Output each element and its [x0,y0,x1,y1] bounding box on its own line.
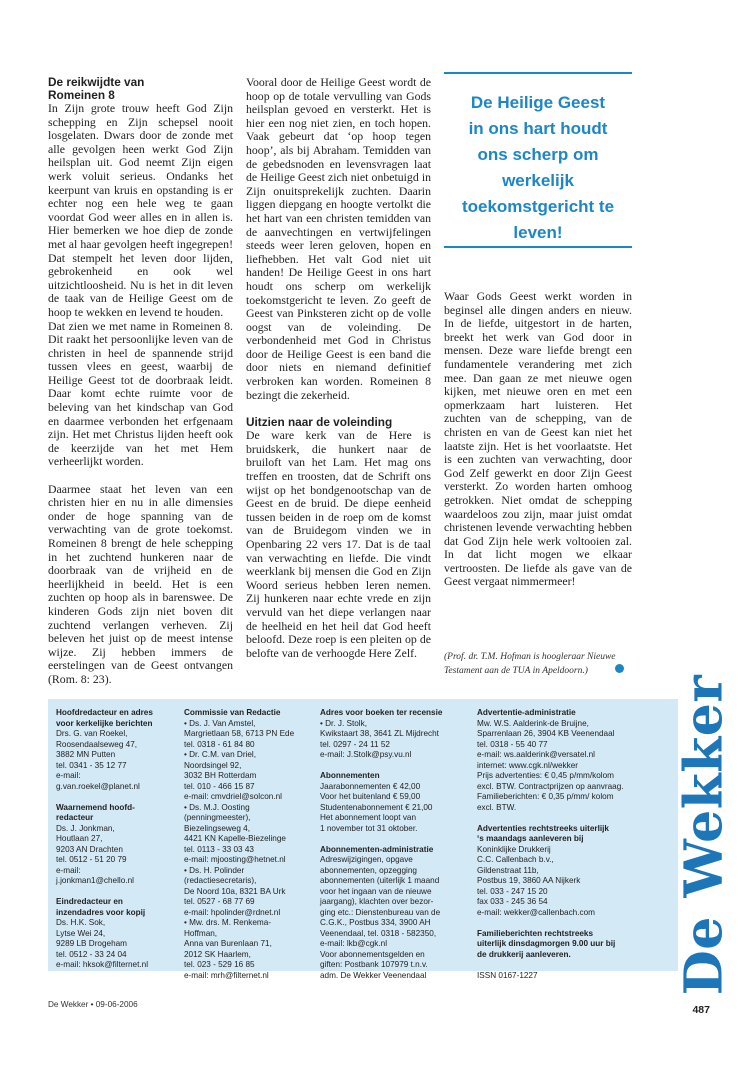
colophon-line: tel. 0297 - 24 11 52 [320,739,390,749]
colophon-line: Abonnementen [320,771,380,780]
colophon-line: Studentenabonnement € 21,00 [320,802,433,812]
colophon-line: abonnementen, opzegging [320,865,417,875]
colophon-line: e-mail: wekker@callenbach.com [477,907,595,917]
article-column-1 [48,76,233,687]
colophon-line: Ds. J. Jonkman, [56,823,115,833]
colophon-line: • Dr. J. Stolk, [320,718,367,728]
colophon-line: Hoofdredacteur en adres [56,708,153,717]
colophon-line: (penningmeester), [184,813,251,822]
colophon-line: Kwikstaart 38, 3641 ZL Mijdrecht [320,729,439,738]
colophon-column-subscriptions [320,708,478,981]
colophon-line: Voor abonnementsgelden en [320,949,425,959]
colophon-column-advertising [477,708,647,981]
colophon-line: tel. 0318 - 55 40 77 [477,739,548,749]
colophon-line: Het abonnement loopt van [320,813,417,822]
colophon-line: Koninklijke Drukkerij [477,844,551,854]
colophon-line: Adreswijzigingen, opgave [320,855,413,864]
colophon-line: C.G.K., Postbus 334, 3900 AH [320,918,431,927]
colophon-line: Commissie van Redactie [184,708,281,717]
colophon-line: tel. 0512 - 51 20 79 [56,855,127,864]
colophon-line: Anna van Burenlaan 71, [184,939,272,948]
colophon-line: Lytse Wei 24, [56,928,106,938]
colophon-line: adm. De Wekker Veenendaal [320,970,427,980]
colophon-line: e-mail: mjoosting@hetnet.nl [184,855,286,864]
colophon-line: e-mail: J.Stolk@psy.vu.nl [320,750,412,759]
colophon-column-committee [184,708,314,981]
colophon-line: tel. 0113 - 33 03 43 [184,844,254,854]
colophon-line: ‘s maandags aanleveren bij [477,834,584,843]
colophon-line: Noordsingel 92, [184,760,242,770]
colophon-line: 9289 LB Drogeham [56,939,128,948]
colophon-line: redacteur [56,813,94,822]
colophon-line: j.jonkman1@chello.nl [56,876,134,885]
colophon-line: voor het ingaan van de nieuwe [320,886,432,896]
colophon-line: • Ds. H. Polinder [184,865,245,875]
colophon-line: Sparrenlaan 26, 3904 KB Veenendaal [477,729,615,738]
paragraph: Daarmee staat het leven van een christen hier en nu in alle dimensies onder de hoge spanning van de verwachting van de grote toekomst. Romeinen 8 brengt de hele schepping in het zuchtend hunkeren naar de doorbraak van de vrijheid en de heerlijkheid in beeld. Het is een zuchten op hoop als in barensweе. De kinderen Gods zijn niet boven dit zuchtend verlangen verheven. Zij beleven het juist op de meest intense wijze. Zij hebben immers de eerstelingen van de Geest ontvangen (Rom. 8: 23). [48,481,233,686]
colophon-line: ISSN 0167-1227 [477,970,538,980]
colophon-line: tel. 0318 - 61 84 80 [184,739,255,749]
colophon-line: tel. 023 - 529 16 85 [184,960,255,969]
colophon-line: • Dr. C.M. van Driel, [184,750,257,759]
colophon-line: Waarnemend hoofd- [56,802,135,812]
author-credit: (Prof. dr. T.M. Hofman is hoogleraar Nieuwe Testament aan de TUA in Apeldoorn.) [444,652,616,676]
colophon-line: Gildenstraat 11b, [477,865,539,875]
colophon-line: jaargang), klachten over bezor- [320,897,434,906]
colophon-line: Eindredacteur en [56,897,123,906]
colophon-line: uiterlijk dinsdagmorgen 9.00 uur bij [477,939,616,948]
colophon-line: Familieberichten: € 0,35 p/mm/ kolom [477,792,614,801]
colophon-line: 3882 MN Putten [56,750,116,759]
colophon-line: e-mail: cmvdriel@solcon.nl [184,792,282,801]
colophon-line: tel. 010 - 466 15 87 [184,781,255,791]
colophon-line: ging etc.: Dienstenbureau van de [320,907,441,917]
colophon-line: e-mail: hksok@filternet.nl [56,960,149,969]
colophon-line: Prijs advertenties: € 0,45 p/mm/kolom [477,771,614,780]
colophon-line: abonnementen (uiterlijk 1 maand [320,876,440,885]
colophon-line: Ds. H.K. Sok, [56,918,106,927]
colophon-line: e-mail: lkb@cgk.nl [320,939,388,948]
colophon-line: • Ds. M.J. Oosting [184,802,250,812]
colophon-line: Abonnementen-administratie [320,844,434,854]
colophon-line: de drukkerij aanleveren. [477,949,571,959]
article-column-3 [444,290,632,589]
paragraph: Dat zien we met name in Romeinen 8. Dit raakt het persoonlijke leven van de christen in heel de spannende strijd tussen vlees en geest, waarbij de Heilige Geest tot de doorbraak leidt. Daar komt echte ruimte voor de beleving van het kindschap van God en daarmee verbonden het erfgenaam zijn. Het met Christus lijden heeft ook de keerzijde van het met Hem verheerlijkt worden. [48,318,233,469]
article-column-2 [246,76,431,660]
colophon-line: tel. 0527 - 68 77 69 [184,897,255,906]
colophon-line: Adres voor boeken ter recensie [320,708,443,717]
colophon-column-editors [56,708,184,971]
colophon-line: e-mail: mrh@filternet.nl [184,970,269,980]
colophon-line: tel. 0512 - 33 24 04 [56,949,127,959]
colophon-line: Biezelingseweg 4, [184,823,250,833]
colophon-line: 4421 KN Kapelle-Biezelinge [184,834,286,843]
colophon-line: 1 november tot 31 oktober. [320,823,418,833]
colophon-line: Roosendaalseweg 47, [56,739,138,749]
colophon-line: e-mail: [56,865,81,875]
colophon-line: e-mail: [56,771,81,780]
colophon-line: internet: www.cgk.nl/wekker [477,760,579,770]
colophon-line: 2012 SK Haarlem, [184,949,251,959]
colophon-line: Drs. G. van Roekel, [56,729,128,738]
colophon-line: tel. 033 - 247 15 20 [477,886,548,896]
colophon-line: Veenendaal, tel. 0318 - 582350, [320,928,437,938]
colophon-line: Margrietlaan 58, 6713 PN Ede [184,729,295,738]
colophon-line: inzendadres voor kopij [56,907,146,917]
colophon-line: excl. BTW. Contractprijzen op aanvraag. [477,781,624,791]
colophon-line: 9203 AN Drachten [56,844,123,854]
colophon-line: g.van.roekel@planet.nl [56,781,140,791]
colophon-line: Hoffman, [184,928,218,938]
footer-date: De Wekker • 09-06-2006 [48,1000,138,1009]
colophon-line: • Ds. J. Van Amstel, [184,718,256,728]
colophon-line: Advertenties rechtstreeks uiterlijk [477,823,609,833]
colophon-line: C.C. Callenbach b.v., [477,855,554,864]
section-heading: De reikwijdte van Romeinen 8 [48,75,145,102]
pull-quote: De Heilige Geest in ons hart houdt ons scherp om werkelijk toekomstgericht te leven! [444,72,632,248]
end-mark-icon [615,664,624,673]
colophon-line: Familieberichten rechtstreeks [477,928,594,938]
paragraph: In Zijn grote trouw heeft God Zijn schepping en Zijn schepsel nooit losgelaten. Dwars door de zonde met alle gevolgen heen werkt God Zijn heilsplan uit. God neemt Zijn eigen werk voluit serieus. Ondanks het keerpunt van kruis en opstanding is er echter nog een hele weg te gaan voordat God weer alles en in allen is. Hier bemerken we hoe diep de zonde met al haar gevolgen heeft ingegrepen! Dat stempelt het leven door lijden, gebrokenheid en ook wel uitzichtloosheid. Nu is het in dit leven de taak van de Heilige Geest om de hoop te wekken en levend te houden. [48,101,233,319]
colophon-line: e-mail: hpolinder@rdnet.nl [184,907,281,917]
colophon-line: giften: Postbank 107979 t.n.v. [320,960,428,969]
colophon-line: voor kerkelijke berichten [56,718,153,728]
colophon-line: De Noord 10a, 8321 BA Urk [184,886,286,896]
paragraph: De ware kerk van de Here is bruidskerk, die hunkert naar de bruiloft van het Lam. Het mag ons treffen en troosten, dat de Schrift ons wijst op het bondgenootschap van de Geest en de bruid. De diepe eenheid tussen beiden in de roep om de komst van de Bruidegom vinden we in Openbaring 22 vers 17. Dat is de taal van verwachting en liefde. Die vindt weerklank bij mensen die God en Zijn Woord serieus hebben leren nemen. Zij hunkeren naar echte vrede en zijn vervuld van het diepe verlangen naar de heelheid en het heil dat God heeft beloofd. Deze roep is een pleiten op de belofte van de verhoogde Here Zelf. [246,428,431,660]
page-number: 487 [692,1004,710,1016]
colophon-line: e-mail: ws.aalderink@versatel.nl [477,750,595,759]
colophon-line: excl. BTW. [477,802,517,812]
section-heading: Uitzien naar de voleinding [246,415,393,430]
paragraph: Vooral door de Heilige Geest wordt de hoop op de totale vervulling van Gods heilsplan gevoed en versterkt. Het is hier een nog niet zien, en toch hopen. Vaak gebeurt dat ‘op hoop tegen hoop’, als bij Abraham. Temidden van de gebedsnoden en levensvragen laat de Heilige Geest zich niet onbetuigd in Zijn onuitsprekelijk zuchten. Daarin liggen diepgang en hoogte vertolkt die het hart van een christen temidden van de aanvechtingen en vertwijfelingen steeds weer leren geloven, hopen en liefhebben. Het valt God niet uit handen! De Heilige Geest in ons hart houdt ons scherp om werkelijk toekomstgericht te leven. Zo geeft de Geest van Pinksteren zicht op de volle oogst van de voleinding. De verbondenheid met God in Christus door de Heilige Geest is een band die door niets en niemand definitief verbroken kan worden. Romeinen 8 bezingt die zekerheid. [246,75,431,402]
masthead-logo: De Wekker [673,674,735,996]
colophon-line: Voor het buitenland € 59,00 [320,792,421,801]
paragraph: Waar Gods Geest werkt worden in beginsel alle dingen anders en nieuw. In de liefde, uitgestort in de harten, breekt het werk van God door in mensen. Deze ware liefde brengt een fundamentele verandering met zich mee. Dan gaan ze met nieuwe ogen kijken, met nieuwe oren en met een opmerkzaam hart luisteren. Het zuchten van de schepping, van de christen en van de Geest kan niet het laatste zijn. Het is het voorlaatste. Het is een zuchten van verwachting, door God Zelf gewerkt en door Zijn Geest versterkt. Zo worden harten omhoog getrokken. Niet omdat de schepping waardeloos zou zijn, maar juist omdat christenen levende verwachting hebben dat God Zijn hele werk voltooien zal. In dat licht mogen we elkaar vertroosten. De liefde als gave van de Geest vergaat nimmermeer! [444,289,632,589]
colophon-line: 3032 BH Rotterdam [184,771,257,780]
colophon-line: fax 033 - 245 36 54 [477,897,548,906]
colophon-line: Mw. W.S. Aalderink-de Bruijne, [477,718,589,728]
colophon-line: Postbus 19, 3860 AA Nijkerk [477,876,581,885]
colophon-line: • Mw. drs. M. Renkema- [184,918,272,927]
colophon-line: Advertentie-administratie [477,708,576,717]
colophon-line: tel. 0341 - 35 12 77 [56,760,127,770]
colophon-line: (redactiesecretaris), [184,876,257,885]
colophon-line: Jaarabonnementen € 42,00 [320,781,421,791]
colophon-line: Houtlaan 27, [56,834,103,843]
